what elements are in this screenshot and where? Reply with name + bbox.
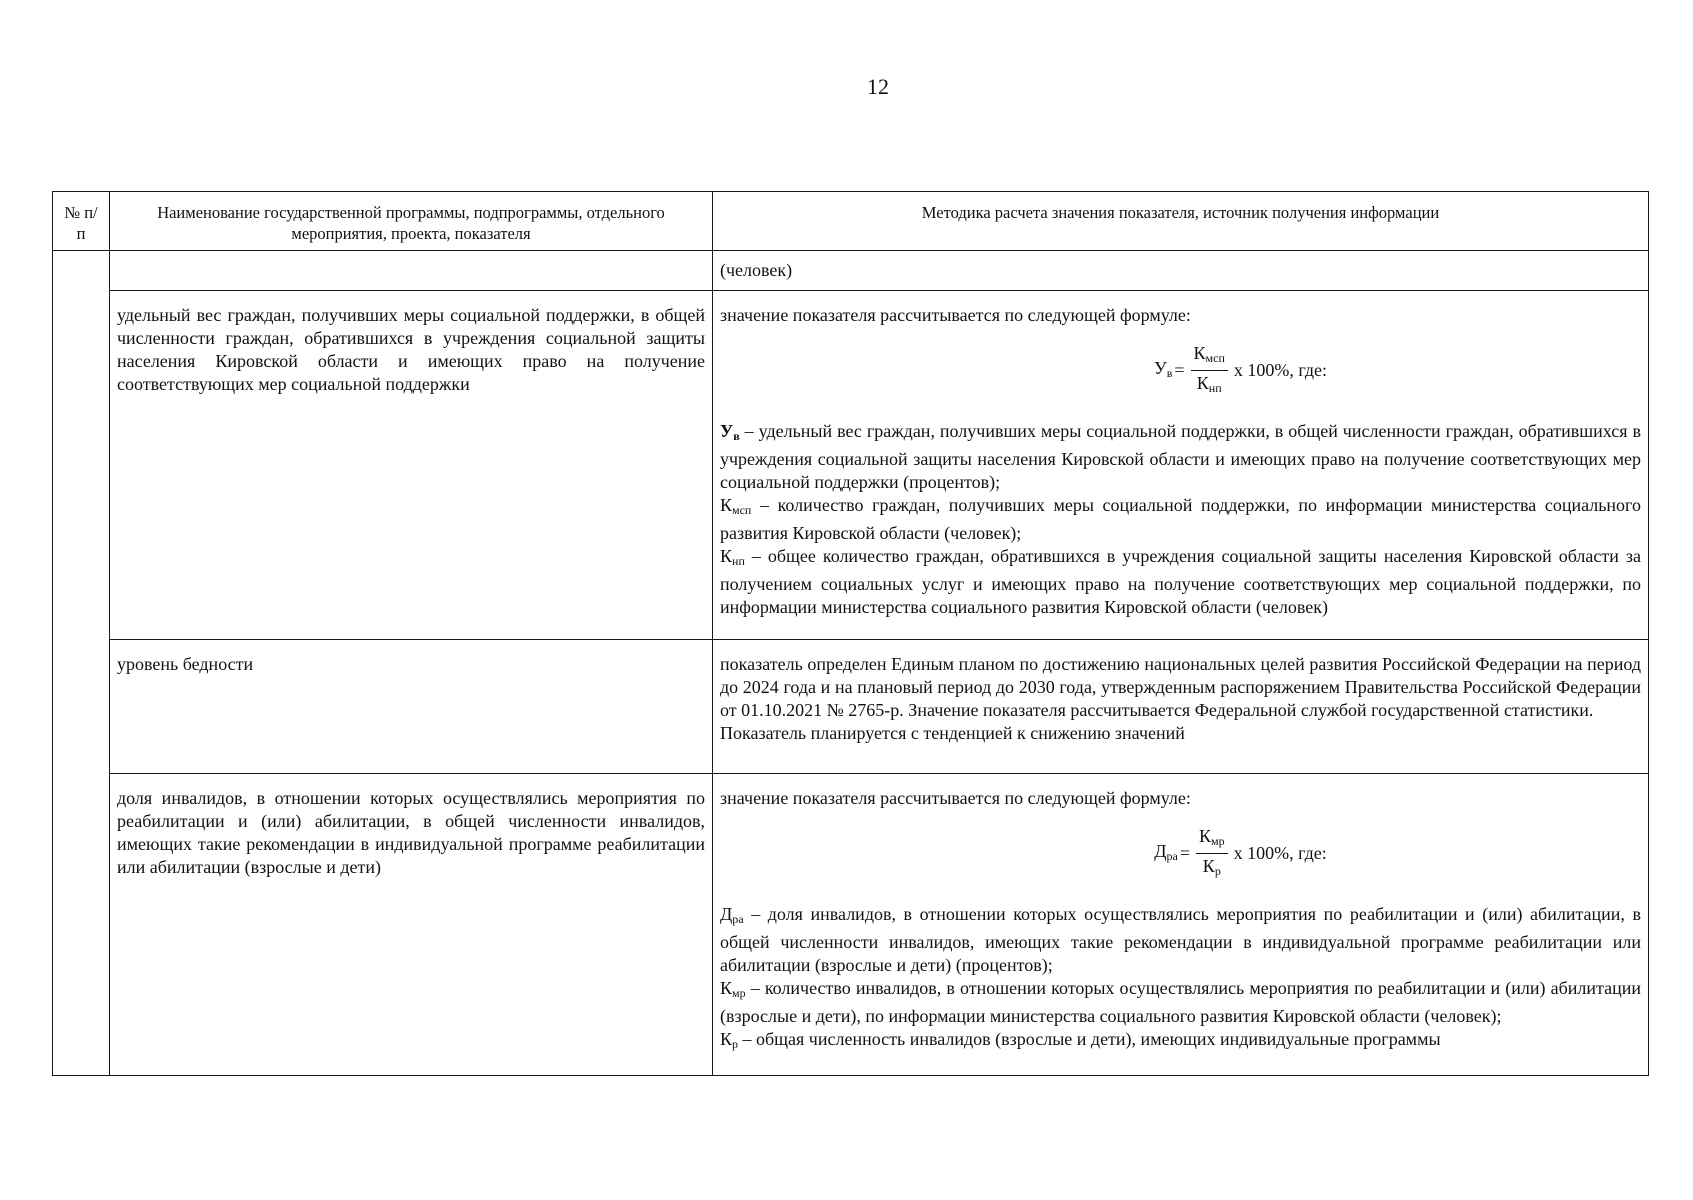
- formula-lhs: $У_в$: [1153, 357, 1173, 380]
- method-cell: [713, 640, 1649, 774]
- table-header-row: [53, 192, 1649, 251]
- formula-tail: х 100%, где:: [1233, 360, 1328, 380]
- formula-eq: =: [1179, 843, 1190, 863]
- formula-uv: [840, 341, 1641, 400]
- table-row: [53, 291, 1649, 640]
- table-row: [53, 251, 1649, 291]
- formula-eq: =: [1174, 360, 1185, 380]
- header-method: Методика расчета значения показателя, источник получения информации: [713, 192, 1649, 251]
- method-text: показатель определен Единым планом по достижению национальных целей развития Российской Федерации на период до 2024 года и на плановый период до 2030 года, утвержденным распоряжением Правительства Российской Федерации от 01.10.2021 № 2765-р. Значение показателя рассчитывается Федеральной службой государственной статистики.: [720, 654, 1641, 720]
- formula-lhs: $Д_{ра}$: [1154, 840, 1178, 863]
- definition-item: $К_{мр}$ – количество инвалидов, в отношении которых осуществлялись мероприятия по реабилитации и (или) абилитации (взрослые и дети), по информации министерства социального развития Кировской области (человек);: [720, 978, 1641, 1026]
- indicator-name-cell: удельный вес граждан, получивших меры социальной поддержки, в общей численности граждан, обратившихся в учреждения социальной защиты населения Кировской области и имеющих право на получение соответствующих мер социальной поддержки: [110, 291, 713, 640]
- method-text: Показатель планируется с тенденцией к снижению значений: [720, 723, 1185, 743]
- method-cell-continuation: (человек): [713, 251, 1649, 291]
- definitions: [720, 903, 1641, 1056]
- definition-item: $У_в$ – удельный вес граждан, получивших меры социальной поддержки, в общей численности граждан, обратившихся в учреждения социальной защиты населения Кировской области и имеющих право на получение соответствующих мер социальной поддержки (процентов);: [720, 421, 1641, 492]
- name-cell-empty: [110, 251, 713, 291]
- table-row: [53, 774, 1649, 1076]
- formula-tail: х 100%, где:: [1233, 843, 1327, 863]
- method-cell: [713, 774, 1649, 1076]
- definition-item: $К_р$ – общая численность инвалидов (взрослые и дети), имеющих индивидуальные программы: [720, 1029, 1441, 1051]
- table-row: [53, 640, 1649, 774]
- row-number-cell: [53, 251, 110, 1076]
- indicator-name-cell: уровень бедности: [110, 640, 713, 774]
- page-number: 12: [867, 74, 889, 99]
- header-name: Наименование государственной программы, подпрограммы, отдельного мероприятия, проекта, показателя: [110, 192, 713, 251]
- formula-intro: значение показателя рассчитывается по следующей формуле:: [720, 788, 1191, 808]
- indicator-table: [52, 191, 1649, 1076]
- formula-dra: [840, 824, 1641, 883]
- formula-intro: значение показателя рассчитывается по следующей формуле:: [720, 305, 1191, 325]
- formula-fraction: $\frac{К_{мсп}}{К_{нп}}$: [1191, 341, 1228, 400]
- definition-item: $К_{нп}$ – общее количество граждан, обратившихся в учреждения социальной защиты населения Кировской области за получением социальных услуг и имеющих право на получение соответствующих мер социальной поддержки, по информации министерства социального развития Кировской области (человек): [720, 546, 1641, 617]
- definitions: [720, 420, 1641, 619]
- header-num: № п/п: [53, 192, 110, 251]
- definition-item: $Д_{ра}$ – доля инвалидов, в отношении которых осуществлялись мероприятия по реабилитации и (или) абилитации, в общей численности инвалидов, имеющих такие рекомендации в индивидуальной программе реабилитации или абилитации (взрослые и дети) (процентов);: [720, 904, 1641, 975]
- definition-item: $К_{мсп}$ – количество граждан, получивших меры социальной поддержки, по информации министерства социального развития Кировской области (человек);: [720, 495, 1641, 543]
- formula-fraction: $\frac{К_{мр}}{К_р}$: [1196, 824, 1228, 883]
- indicator-name-cell: доля инвалидов, в отношении которых осуществлялись мероприятия по реабилитации и (или) абилитации, в общей численности инвалидов, имеющих такие рекомендации в индивидуальной программе реабилитации или абилитации (взрослые и дети): [110, 774, 713, 1076]
- method-cell: [713, 291, 1649, 640]
